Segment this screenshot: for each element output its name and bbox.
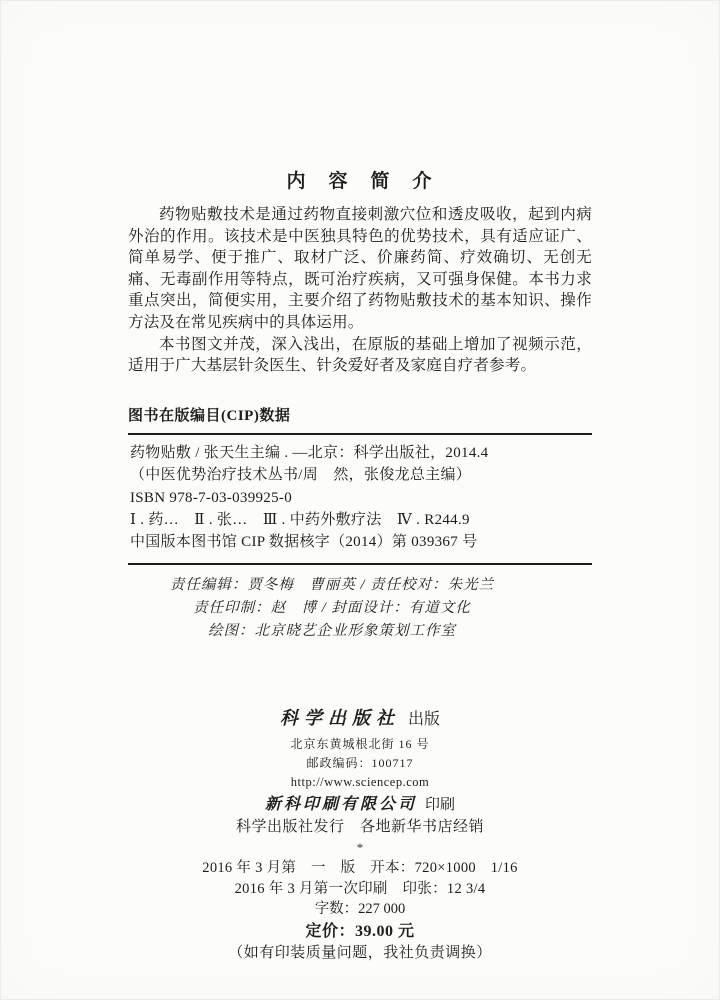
page-content: [128, 171, 592, 963]
publisher-logo: 科学出版社: [279, 707, 400, 728]
publish-label: 出版: [407, 710, 440, 728]
publisher-address: 北京东黄城根北街 16 号: [290, 736, 430, 751]
cip-title-line: 药物贴敷 / 张天生主编 . —北京：科学出版社，2014.4: [130, 444, 489, 461]
credits-editors: 责任编辑：贾冬梅 曹丽英 / 责任校对：朱光兰: [169, 576, 495, 593]
price-line: 定价：39.00 元: [305, 922, 415, 940]
cip-registry: 中国版本图书馆 CIP 数据核字（2014）第 039367 号: [130, 534, 478, 551]
page-title: 内 容 简 介: [286, 171, 434, 192]
cip-bottom-rule: [128, 563, 592, 565]
printer-logo: 新科印刷有限公司: [264, 795, 417, 813]
intro-paragraph-1: 药物贴敷技术是通过药物直接刺激穴位和透皮吸收，起到内病外治的作用。该技术是中医独具特色的优势技术，具有适应证广、简单易学、便于推广、取材广泛、价廉药简、疗效确切、无创无痛、无毒副作用等特点，既可治疗疾病，又可强身保健。本书力求重点突出，简便实用，主要介绍了药物贴敷技术的基本知识、操作方法及在常见疾病中的具体运用。: [128, 206, 592, 331]
cip-body: [128, 435, 592, 563]
publisher-postal-code: 邮政编码：100717: [306, 755, 414, 770]
cip-series-line: （中医优势治疗技术丛书/周 然，张俊龙总主编）: [130, 467, 472, 484]
quality-note: （如有印装质量问题，我社负责调换）: [228, 944, 492, 961]
cip-classification: Ⅰ . 药… Ⅱ . 张… Ⅲ . 中药外敷疗法 Ⅳ . R244.9: [130, 511, 470, 528]
printing-line: 2016 年 3 月第一次印刷 印张：12 3/4: [234, 880, 486, 897]
credits-illustration: 绘图：北京晓艺企业形象策划工作室: [208, 622, 456, 639]
credits-block: [100, 574, 564, 643]
cip-block: [128, 404, 592, 565]
intro-section: [128, 204, 592, 377]
imprint-block: [128, 707, 592, 963]
cip-isbn: ISBN 978-7-03-039925-0: [130, 489, 293, 506]
credits-print-design: 责任印制：赵 博 / 封面设计：有道文化: [193, 599, 471, 616]
publisher-line: [128, 707, 592, 731]
edition-line: 2016 年 3 月第 一 版 开本：720×1000 1/16: [202, 859, 518, 876]
publisher-website: http://www.sciencep.com: [290, 774, 430, 789]
intro-paragraph-2: 本书图文并茂，深入浅出，在原版的基础上增加了视频示范，适用于广大基层针灸医生、针灸爱好者及家庭自疗者参考。: [128, 335, 592, 375]
distribution-line: 科学出版社发行 各地新华书店经销: [235, 818, 484, 835]
printer-line: [128, 795, 592, 815]
word-count-line: 字数：227 000: [314, 900, 406, 917]
cip-heading: 图书在版编目(CIP)数据: [128, 407, 291, 424]
print-label: 印刷: [425, 796, 456, 813]
asterisk-divider: *: [356, 839, 364, 855]
